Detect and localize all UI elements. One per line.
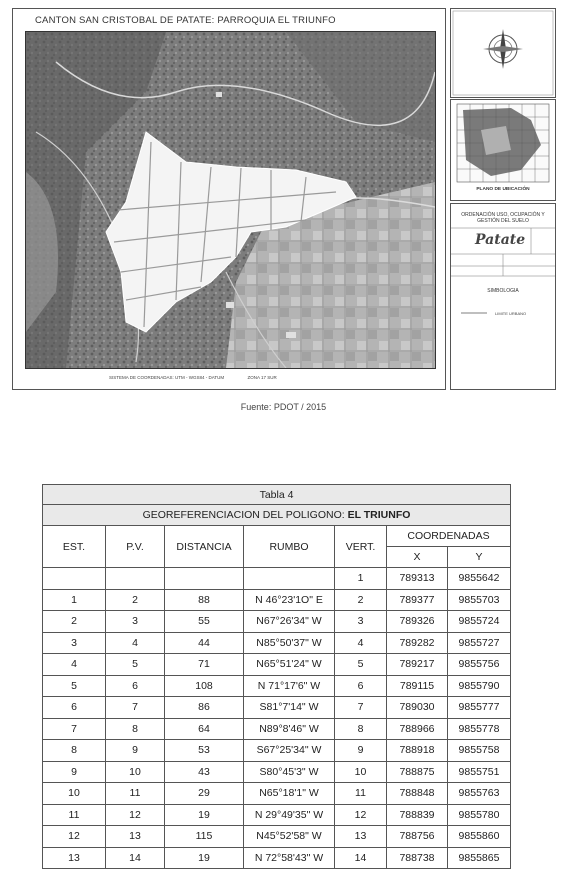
cell-distancia: 115 xyxy=(165,826,244,848)
cell-est: 9 xyxy=(43,761,106,783)
table-row xyxy=(43,761,511,783)
cell-est: 13 xyxy=(43,847,106,869)
aerial-map-image xyxy=(25,31,436,369)
cell-rumbo xyxy=(244,568,335,590)
cell-rumbo: N65°51'24" W xyxy=(244,654,335,676)
cell-x: 789115 xyxy=(387,675,448,697)
table-row xyxy=(43,611,511,633)
cell-est: 10 xyxy=(43,783,106,805)
cell-est: 7 xyxy=(43,718,106,740)
cell-x: 789313 xyxy=(387,568,448,590)
cell-distancia: 64 xyxy=(165,718,244,740)
cell-pv: 7 xyxy=(106,697,165,719)
cell-vert: 6 xyxy=(335,675,387,697)
map-sheet xyxy=(12,8,556,391)
cell-distancia: 53 xyxy=(165,740,244,762)
cell-rumbo: S80°45'3" W xyxy=(244,761,335,783)
cell-rumbo: N 71°17'6" W xyxy=(244,675,335,697)
cell-vert: 12 xyxy=(335,804,387,826)
cell-x: 788918 xyxy=(387,740,448,762)
cell-x: 789030 xyxy=(387,697,448,719)
cell-pv: 10 xyxy=(106,761,165,783)
location-plan-box xyxy=(450,99,556,201)
cell-vert: 5 xyxy=(335,654,387,676)
cell-vert: 3 xyxy=(335,611,387,633)
cell-est: 8 xyxy=(43,740,106,762)
cell-est: 2 xyxy=(43,611,106,633)
cell-y: 9855724 xyxy=(448,611,511,633)
cell-x: 788848 xyxy=(387,783,448,805)
col-header-coordenadas: COORDENADAS xyxy=(387,526,511,547)
patate-logo: Patate xyxy=(475,232,526,248)
col-header-vert: VERT. xyxy=(335,526,387,568)
cell-distancia: 88 xyxy=(165,589,244,611)
cell-rumbo: N85°50'37" W xyxy=(244,632,335,654)
cell-pv: 14 xyxy=(106,847,165,869)
table-row xyxy=(43,654,511,676)
cell-pv: 5 xyxy=(106,654,165,676)
col-header-y: Y xyxy=(448,547,511,568)
cell-rumbo: N 46°23'1O" E xyxy=(244,589,335,611)
col-header-pv: P.V. xyxy=(106,526,165,568)
map-footer xyxy=(109,375,299,380)
cell-y: 9855790 xyxy=(448,675,511,697)
cell-y: 9855703 xyxy=(448,589,511,611)
cell-pv: 9 xyxy=(106,740,165,762)
cell-y: 9855777 xyxy=(448,697,511,719)
cell-vert: 11 xyxy=(335,783,387,805)
col-header-x: X xyxy=(387,547,448,568)
col-header-distancia: DISTANCIA xyxy=(165,526,244,568)
col-header-est: EST. xyxy=(43,526,106,568)
table-row xyxy=(43,589,511,611)
table-row xyxy=(43,568,511,590)
cell-est: 1 xyxy=(43,589,106,611)
cell-pv: 3 xyxy=(106,611,165,633)
cell-vert: 4 xyxy=(335,632,387,654)
cell-distancia: 29 xyxy=(165,783,244,805)
cell-vert: 8 xyxy=(335,718,387,740)
cell-y: 9855756 xyxy=(448,654,511,676)
cell-pv: 8 xyxy=(106,718,165,740)
cell-x: 788966 xyxy=(387,718,448,740)
cell-rumbo: S81°7'14" W xyxy=(244,697,335,719)
cell-y: 9855642 xyxy=(448,568,511,590)
cell-distancia: 19 xyxy=(165,804,244,826)
cell-distancia: 71 xyxy=(165,654,244,676)
cell-distancia: 19 xyxy=(165,847,244,869)
table-subtitle xyxy=(43,505,511,526)
cell-vert: 13 xyxy=(335,826,387,848)
cell-y: 9855763 xyxy=(448,783,511,805)
cell-est: 11 xyxy=(43,804,106,826)
map-title: CANTON SAN CRISTOBAL DE PATATE: PARROQUIA EL TRIUNFO xyxy=(35,15,336,26)
cell-rumbo: N 29°49'35" W xyxy=(244,804,335,826)
cell-vert: 14 xyxy=(335,847,387,869)
cell-x: 789217 xyxy=(387,654,448,676)
cell-est: 12 xyxy=(43,826,106,848)
cell-rumbo: S67°25'34" W xyxy=(244,740,335,762)
cell-y: 9855778 xyxy=(448,718,511,740)
cell-distancia: 55 xyxy=(165,611,244,633)
cell-rumbo: N89°8'46" W xyxy=(244,718,335,740)
table-row xyxy=(43,697,511,719)
cell-est: 6 xyxy=(43,697,106,719)
cell-x: 788756 xyxy=(387,826,448,848)
cell-y: 9855865 xyxy=(448,847,511,869)
map-frame xyxy=(12,8,446,390)
table-row xyxy=(43,632,511,654)
cell-distancia: 43 xyxy=(165,761,244,783)
table-title: Tabla 4 xyxy=(43,485,511,505)
location-plan-title: PLANO DE UBICACIÓN xyxy=(476,187,530,192)
cell-vert: 1 xyxy=(335,568,387,590)
cell-x: 788738 xyxy=(387,847,448,869)
cell-x: 789377 xyxy=(387,589,448,611)
title-block-grid xyxy=(451,204,555,284)
table-row xyxy=(43,804,511,826)
cell-vert: 9 xyxy=(335,740,387,762)
map-footer-zone: ZONA 17 SUR xyxy=(247,375,277,380)
cell-pv: 12 xyxy=(106,804,165,826)
table-row xyxy=(43,826,511,848)
map-footer-crs: SISTEMA DE COORDENADAS: UTM - WGS84 - DATUM xyxy=(109,375,225,380)
org-title: ORDENACIÓN USO, OCUPACIÓN Y GESTIÓN DEL SUELO xyxy=(461,212,545,224)
cell-x: 788875 xyxy=(387,761,448,783)
cell-vert: 7 xyxy=(335,697,387,719)
cell-est: 4 xyxy=(43,654,106,676)
table-subtitle-prefix: GEOREFERENCIACION DEL POLIGONO: xyxy=(142,509,345,521)
cell-est: 3 xyxy=(43,632,106,654)
cell-y: 9855727 xyxy=(448,632,511,654)
cell-distancia: 108 xyxy=(165,675,244,697)
table-row xyxy=(43,675,511,697)
cell-x: 789326 xyxy=(387,611,448,633)
table-row xyxy=(43,847,511,869)
cell-pv: 11 xyxy=(106,783,165,805)
cell-y: 9855758 xyxy=(448,740,511,762)
symbology-title: SIMBOLOGIA xyxy=(487,288,519,294)
col-header-rumbo: RUMBO xyxy=(244,526,335,568)
cell-y: 9855860 xyxy=(448,826,511,848)
table-row xyxy=(43,783,511,805)
cell-distancia: 44 xyxy=(165,632,244,654)
cell-y: 9855751 xyxy=(448,761,511,783)
north-arrow-box xyxy=(450,8,556,98)
cell-distancia: 86 xyxy=(165,697,244,719)
cell-pv xyxy=(106,568,165,590)
table-row xyxy=(43,718,511,740)
cell-est xyxy=(43,568,106,590)
table-row xyxy=(43,740,511,762)
cell-pv: 4 xyxy=(106,632,165,654)
cell-x: 789282 xyxy=(387,632,448,654)
georeference-table xyxy=(42,484,511,869)
cell-x: 788839 xyxy=(387,804,448,826)
cell-rumbo: N45°52'58" W xyxy=(244,826,335,848)
cell-pv: 2 xyxy=(106,589,165,611)
location-minimap xyxy=(451,100,555,186)
cell-vert: 2 xyxy=(335,589,387,611)
cell-distancia xyxy=(165,568,244,590)
title-block xyxy=(450,203,556,390)
cell-rumbo: N65°18'1" W xyxy=(244,783,335,805)
cell-rumbo: N67°26'34" W xyxy=(244,611,335,633)
cell-est: 5 xyxy=(43,675,106,697)
cell-pv: 13 xyxy=(106,826,165,848)
cell-y: 9855780 xyxy=(448,804,511,826)
cell-vert: 10 xyxy=(335,761,387,783)
figure-caption: Fuente: PDOT / 2015 xyxy=(240,402,327,412)
cell-rumbo: N 72°58'43" W xyxy=(244,847,335,869)
cell-pv: 6 xyxy=(106,675,165,697)
urban-limit-legend-label: LIMITE URBANO xyxy=(495,311,527,316)
compass-rose-icon xyxy=(451,9,555,97)
table-subtitle-name: EL TRIUNFO xyxy=(347,509,411,521)
